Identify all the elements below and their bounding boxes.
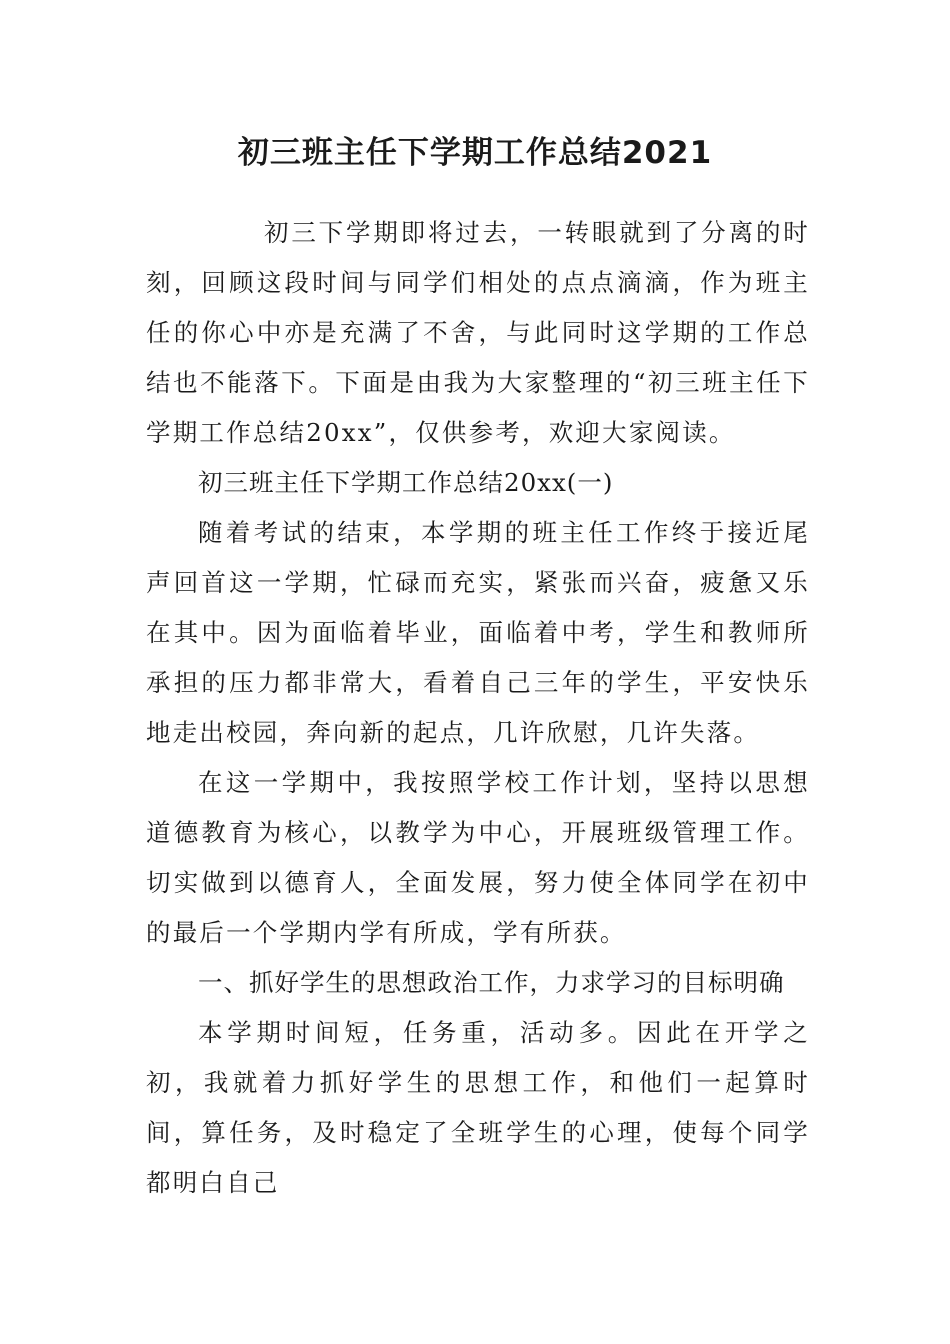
body-paragraph: 随着考试的结束，本学期的班主任工作终于接近尾声回首这一学期，忙碌而充实，紧张而兴奋，疲惫又乐在其中。因为面临着毕业，面临着中考，学生和教师所承担的压力都非常大，看着自己三年的学生，平安快乐地走出校园，奔向新的起点，几许欣慰，几许失落。 bbox=[146, 518, 810, 747]
body-paragraph: 本学期时间短，任务重，活动多。因此在开学之初，我就着力抓好学生的思想工作，和他们一起算时间，算任务，及时稳定了全班学生的心理，使每个同学都明白自己 bbox=[146, 1018, 810, 1197]
document-body bbox=[146, 208, 810, 1208]
section-heading: 初三班主任下学期工作总结20xx(一) bbox=[198, 468, 614, 497]
subsection-heading: 一、抓好学生的思想政治工作，力求学习的目标明确 bbox=[198, 968, 785, 997]
intro-paragraph: 初三下学期即将过去，一转眼就到了分离的时刻，回顾这段时间与同学们相处的点点滴滴，作为班主任的你心中亦是充满了不舍，与此同时这学期的工作总结也不能落下。下面是由我为大家整理的“初三班主任下学期工作总结20xx”，仅供参考，欢迎大家阅读。 bbox=[146, 218, 810, 447]
body-paragraph: 在这一学期中，我按照学校工作计划，坚持以思想道德教育为核心，以教学为中心，开展班级管理工作。切实做到以德育人，全面发展，努力使全体同学在初中的最后一个学期内学有所成，学有所获。 bbox=[146, 768, 810, 947]
document-title: 初三班主任下学期工作总结2021 bbox=[237, 135, 713, 171]
